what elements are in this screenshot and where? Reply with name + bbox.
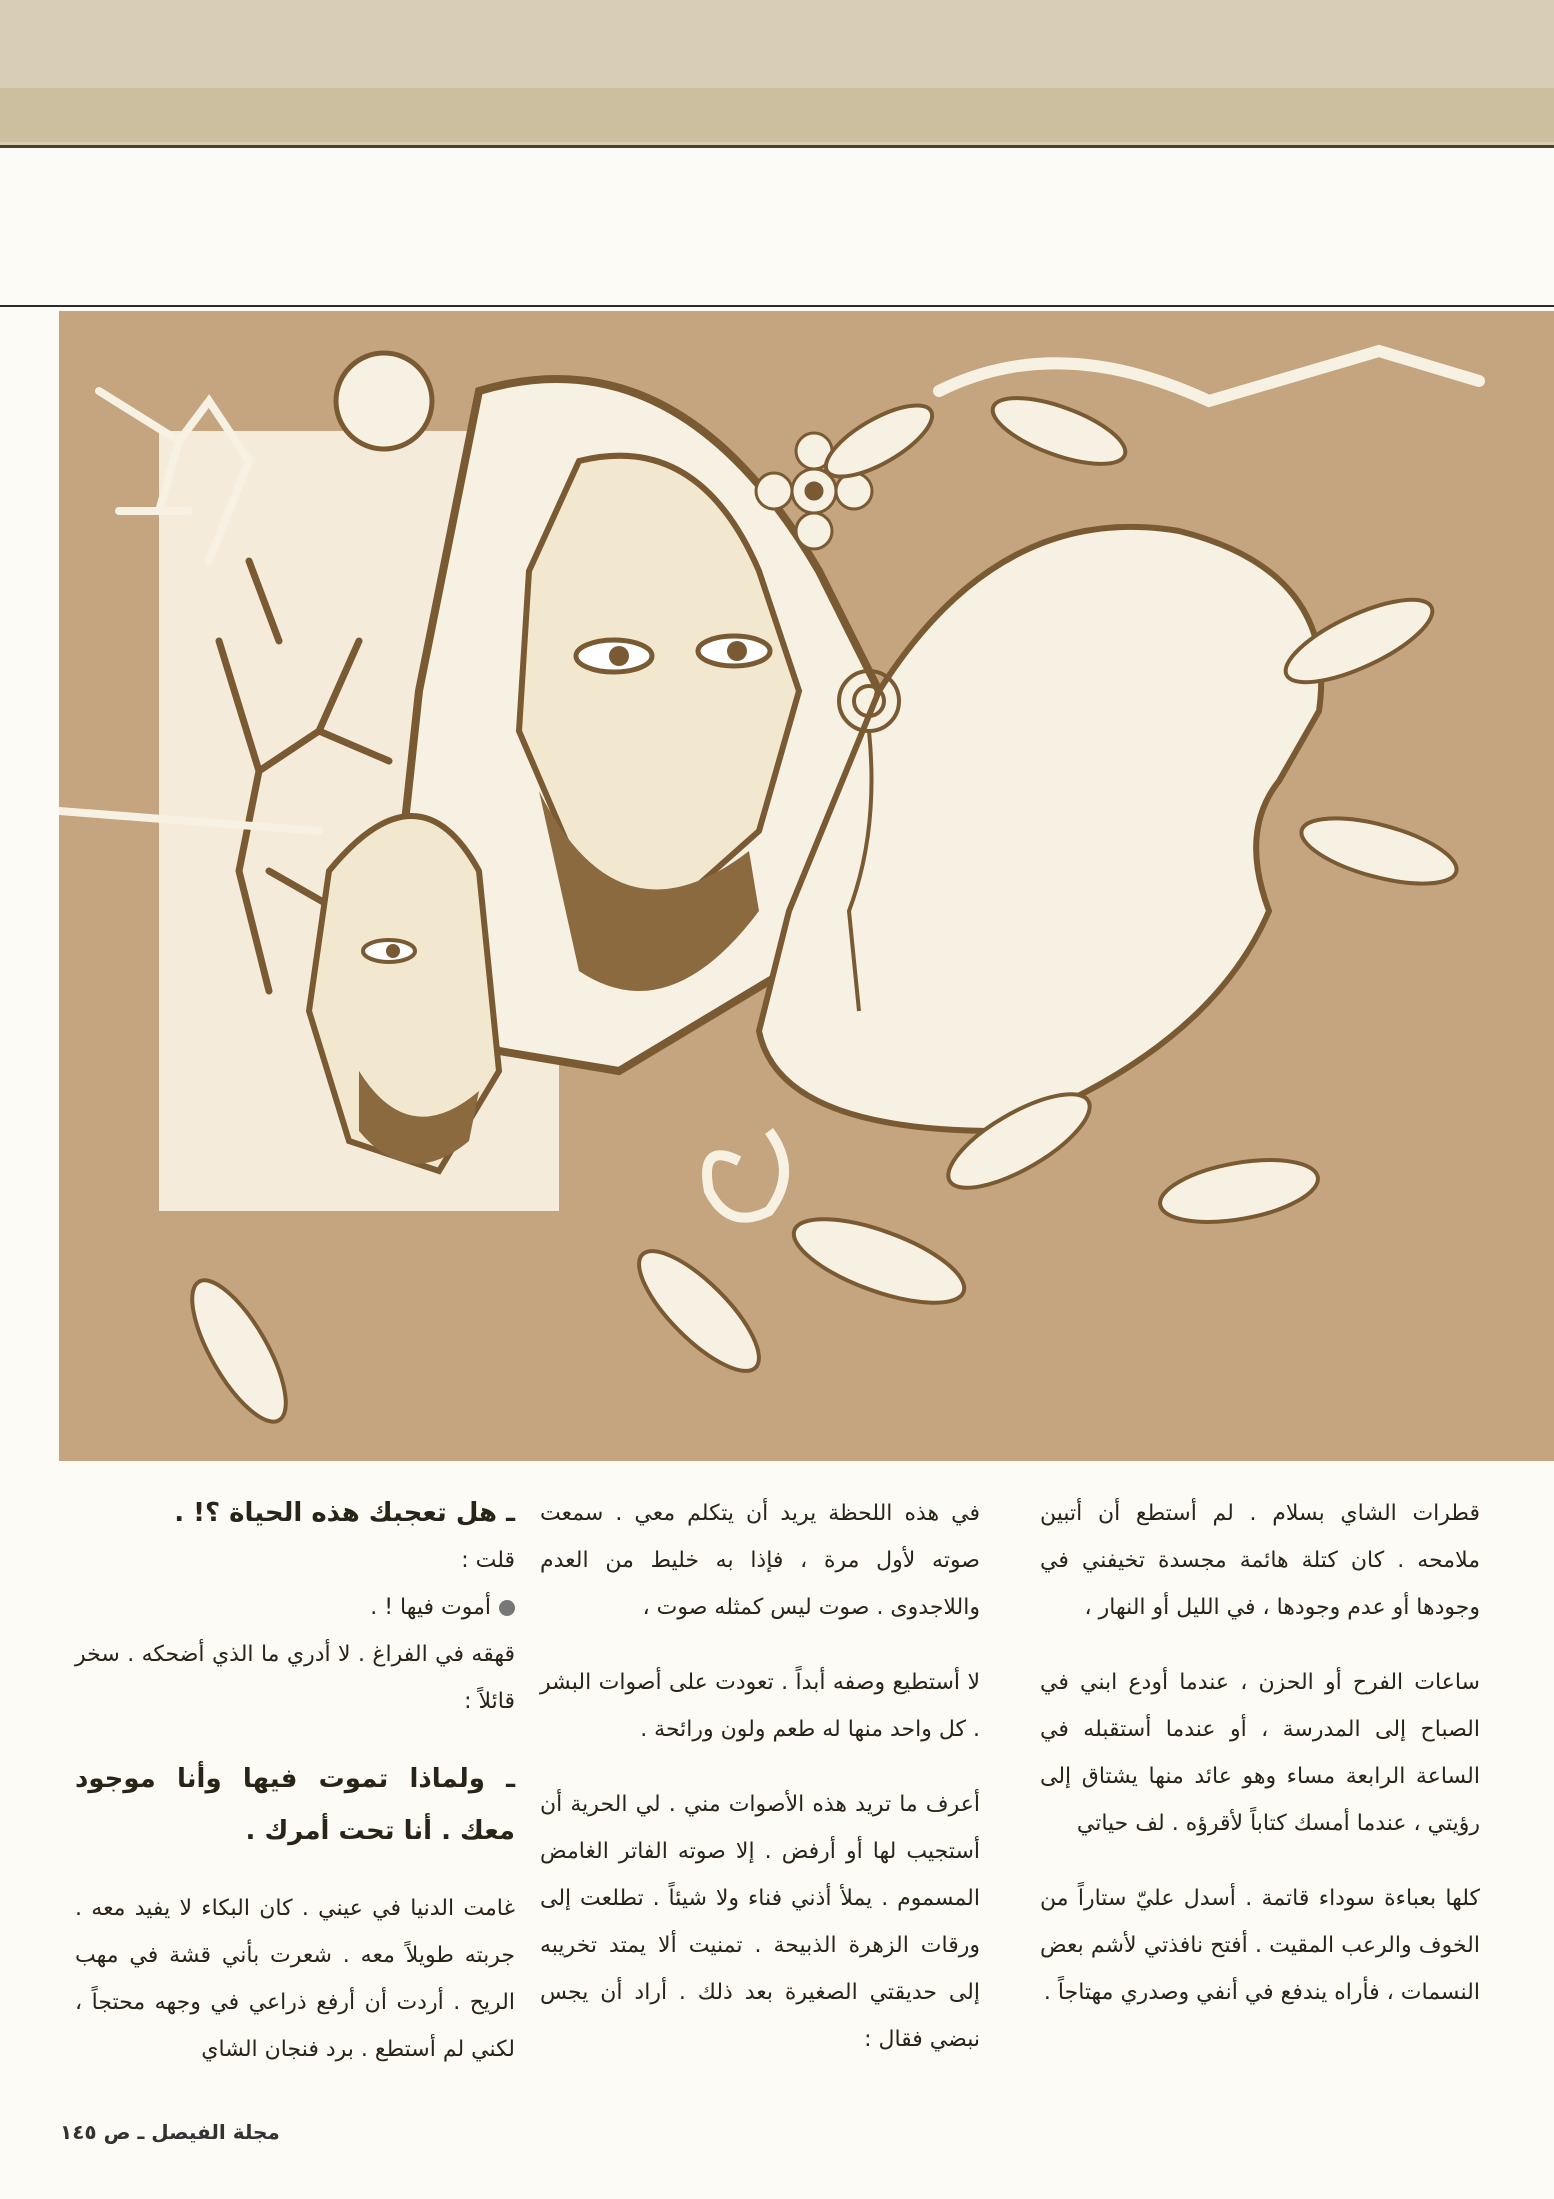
- dialogue-answer: أموت فيها ! .: [370, 1595, 491, 1620]
- paragraph: لا أستطيع وصفه أبداً . تعودت على أصوات البشر . كل واحد منها له طعم ولون ورائحة .: [540, 1670, 980, 1742]
- paragraph: في هذه اللحظة يريد أن يتكلم معي . سمعت صوته لأول مرة ، فإذا به خليط من العدم واللاجدوى . صوت ليس كمثله صوت ،: [540, 1501, 980, 1620]
- dialogue-answer-line: [75, 1584, 515, 1631]
- paragraph: ساعات الفرح أو الحزن ، عندما أودع ابني في الصباح إلى المدرسة ، أو عندما أستقبله في الساعة الرابعة مساء وهو عائد منها يشتاق إلى رؤيتي ، عندما أمسك كتاباً لأقرؤه . لف حياتي: [1040, 1670, 1480, 1836]
- dialogue-said: قلت :: [461, 1548, 515, 1573]
- text-column-left: [75, 1490, 515, 2101]
- top-rule: [0, 305, 1554, 307]
- dialogue-question: ـ هل تعجبك هذه الحياة ؟! .: [174, 1498, 515, 1528]
- paragraph: قهقه في الفراغ . لا أدري ما الذي أضحكه . سخر قائلاً :: [75, 1642, 515, 1714]
- text-column-middle: [540, 1490, 980, 2091]
- paragraph: كلها بعباءة سوداء قاتمة . أسدل عليّ ستاراً من الخوف والرعب المقيت . أفتح نافذتي لأشم بعض النسمات ، فأراه يندفع في أنفي وصدري مهتاجاً .: [1040, 1886, 1480, 2005]
- illustration: [59, 311, 1554, 1461]
- paragraph: قطرات الشاي بسلام . لم أستطع أن أتبين ملامحه . كان كتلة هائمة مجسدة تخيفني في وجودها أو عدم وجودها ، في الليل أو النهار ،: [1040, 1501, 1480, 1620]
- paragraph: غامت الدنيا في عيني . كان البكاء لا يفيد معه . جربته طويلاً معه . شعرت بأني قشة في مهب الريح . أردت أن أرفع ذراعي في وجهه محتجاً ، لكني لم أستطع . برد فنجان الشاي: [75, 1896, 515, 2062]
- dialogue-question-2: ـ ولماذا تموت فيها وأنا موجود معك . أنا تحت أمرك .: [75, 1764, 515, 1846]
- illustration-artwork: [59, 311, 1554, 1461]
- paragraph: أعرف ما تريد هذه الأصوات مني . لي الحرية أن أستجيب لها أو أرفض . إلا صوته الفاتر الغامض المسموم . يملأ أذني فناء ولا شيئاً . تطلعت إلى ورقات الزهرة الذبيحة . تمنيت ألا يمتد تخريبه إلى حديقتي الصغيرة بعد ذلك . أراد أن يجس نبضي فقال :: [540, 1792, 980, 2052]
- bullet-icon: [499, 1600, 515, 1616]
- text-column-right: [1040, 1490, 1480, 2044]
- page-footer: مجلة الفيصل ـ ص ١٤٥: [60, 2120, 280, 2144]
- top-header-band: [0, 0, 1554, 148]
